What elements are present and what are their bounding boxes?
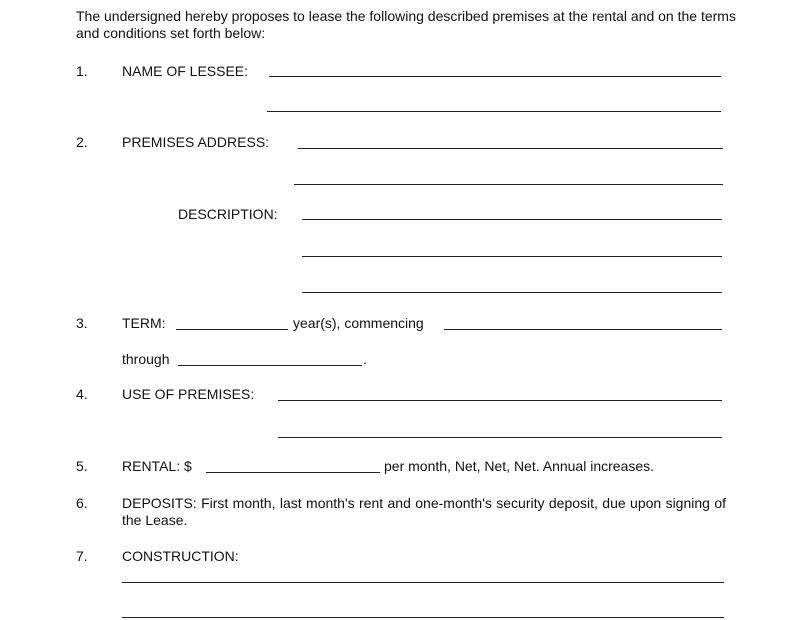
use-of-premises-field-line-1[interactable] <box>278 400 722 401</box>
item-number-1: 1. <box>76 63 88 79</box>
construction-field-line-1[interactable] <box>122 582 724 583</box>
term-years-field[interactable] <box>176 329 288 330</box>
item-number-5: 5. <box>76 458 88 474</box>
rental-amount-field[interactable] <box>206 472 380 473</box>
item-number-4: 4. <box>76 386 88 402</box>
lessee-label: NAME OF LESSEE: <box>122 63 249 79</box>
term-commencing-field[interactable] <box>444 329 722 330</box>
item-number-7: 7. <box>76 548 88 564</box>
lessee-name-field-line-2[interactable] <box>267 111 721 112</box>
item-number-6: 6. <box>76 495 88 511</box>
rental-label: RENTAL: $ <box>122 458 192 474</box>
lessee-name-field-line-1[interactable] <box>269 76 721 77</box>
use-of-premises-label: USE OF PREMISES: <box>122 386 255 402</box>
description-field-line-2[interactable] <box>302 256 722 257</box>
intro-paragraph: The undersigned hereby proposes to lease the following described premises at the rental and on the terms and conditions set forth below: <box>76 8 736 41</box>
deposits-paragraph: DEPOSITS: First month, last month's rent and one-month's security deposit, due upon signing of the Lease. <box>122 495 726 528</box>
premises-address-field-line-1[interactable] <box>298 148 723 149</box>
description-label: DESCRIPTION: <box>178 206 278 222</box>
construction-label: CONSTRUCTION: <box>122 548 239 564</box>
through-label: through <box>122 351 170 367</box>
premises-address-field-line-2[interactable] <box>294 184 723 185</box>
premises-address-label: PREMISES ADDRESS: <box>122 134 270 150</box>
item-number-2: 2. <box>76 134 88 150</box>
term-label: TERM: <box>122 315 166 331</box>
through-period: . <box>363 351 367 367</box>
term-through-field[interactable] <box>178 365 362 366</box>
rental-terms-text: per month, Net, Net, Net. Annual increases. <box>384 458 655 474</box>
description-field-line-1[interactable] <box>302 219 722 220</box>
use-of-premises-field-line-2[interactable] <box>278 437 722 438</box>
term-years-text: year(s), commencing <box>293 315 424 331</box>
construction-field-line-2[interactable] <box>122 617 724 618</box>
item-number-3: 3. <box>76 315 88 331</box>
description-field-line-3[interactable] <box>302 292 722 293</box>
